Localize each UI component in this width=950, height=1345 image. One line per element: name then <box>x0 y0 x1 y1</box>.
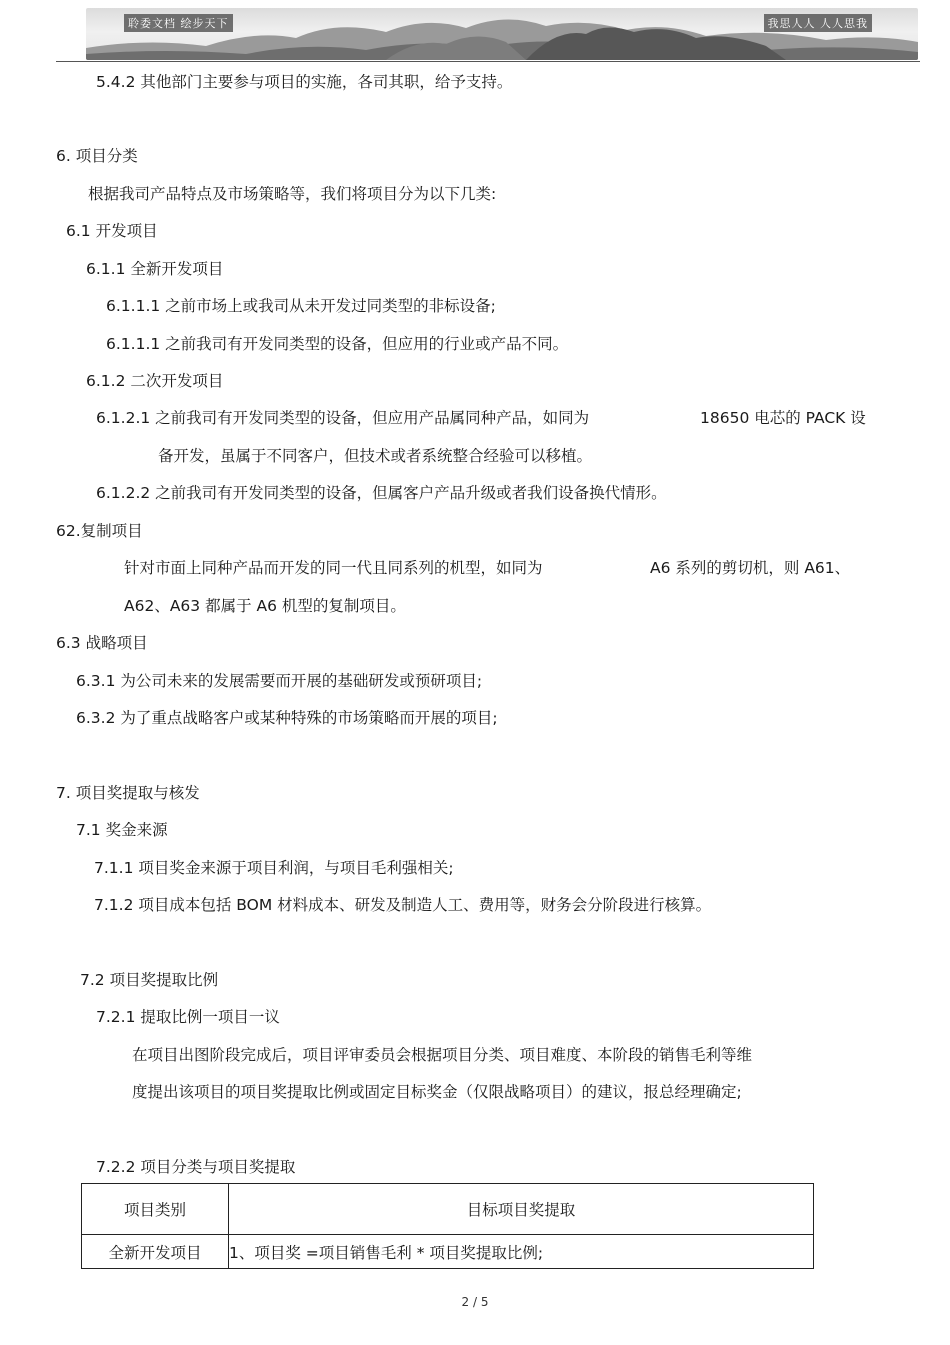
subsection-heading: 6.1.2 二次开发项目 <box>86 372 224 390</box>
section-heading: 6. 项目分类 <box>56 147 138 165</box>
text-line: A62、A63 都属于 A6 机型的复制项目。 <box>124 597 406 615</box>
banner-left-text: 聆委文档 绘步天下 <box>124 14 233 32</box>
text-line: 7.1.2 项目成本包括 BOM 材料成本、研发及制造人工、费用等，财务会分阶段进行核算。 <box>94 896 712 914</box>
subsection-heading: 6.1 开发项目 <box>66 222 158 240</box>
text-line: 18650 电芯的 PACK 设 <box>700 409 866 427</box>
subsection-heading: 6.1.1 全新开发项目 <box>86 260 224 278</box>
table-cell: 1、项目奖 =项目销售毛利 * 项目奖提取比例; <box>229 1235 814 1269</box>
header-banner <box>86 8 918 60</box>
table-header-cell: 项目类别 <box>82 1184 229 1235</box>
header-rule <box>56 61 920 62</box>
table-header-row <box>82 1184 814 1235</box>
section-heading: 7. 项目奖提取与核发 <box>56 784 200 802</box>
text-line: 6.1.2.1 之前我司有开发同类型的设备，但应用产品属同种产品，如同为 <box>96 409 590 427</box>
subsection-heading: 7.1 奖金来源 <box>76 821 168 839</box>
text-line: 针对市面上同种产品而开发的同一代且同系列的机型，如同为 <box>124 559 543 577</box>
subsection-heading: 7.2.2 项目分类与项目奖提取 <box>96 1158 296 1176</box>
text-line: A6 系列的剪切机，则 A61、 <box>650 559 851 577</box>
text-line: 备开发，虽属于不同客户，但技术或者系统整合经验可以移植。 <box>158 447 593 465</box>
banner-right-text: 我思人人 人人思我 <box>764 14 873 32</box>
text-line: 度提出该项目的项目奖提取比例或固定目标奖金（仅限战略项目）的建议，报总经理确定; <box>132 1083 742 1101</box>
bonus-table <box>81 1183 814 1269</box>
text-line: 6.3.1 为公司未来的发展需要而开展的基础研发或预研项目; <box>76 672 483 690</box>
text-line: 5.4.2 其他部门主要参与项目的实施，各司其职，给予支持。 <box>96 73 513 91</box>
subsection-heading: 62.复制项目 <box>56 522 143 540</box>
subsection-heading: 7.2 项目奖提取比例 <box>80 971 219 989</box>
subsection-heading: 6.3 战略项目 <box>56 634 148 652</box>
text-line: 6.1.1.1 之前市场上或我司从未开发过同类型的非标设备; <box>106 297 496 315</box>
table-row <box>82 1235 814 1269</box>
table-header-cell: 目标项目奖提取 <box>229 1184 814 1235</box>
text-line: 根据我司产品特点及市场策略等，我们将项目分为以下几类: <box>88 185 497 203</box>
table-cell: 全新开发项目 <box>82 1235 229 1269</box>
text-line: 6.1.2.2 之前我司有开发同类型的设备，但属客户产品升级或者我们设备换代情形。 <box>96 484 667 502</box>
text-line: 6.1.1.1 之前我司有开发同类型的设备，但应用的行业或产品不同。 <box>106 335 569 353</box>
page-number: 2 / 5 <box>461 1295 489 1309</box>
subsection-heading: 7.2.1 提取比例一项目一议 <box>96 1008 280 1026</box>
text-line: 6.3.2 为了重点战略客户或某种特殊的市场策略而开展的项目; <box>76 709 498 727</box>
text-line: 在项目出图阶段完成后，项目评审委员会根据项目分类、项目难度、本阶段的销售毛利等维 <box>132 1046 753 1064</box>
text-line: 7.1.1 项目奖金来源于项目利润，与项目毛利强相关; <box>94 859 454 877</box>
